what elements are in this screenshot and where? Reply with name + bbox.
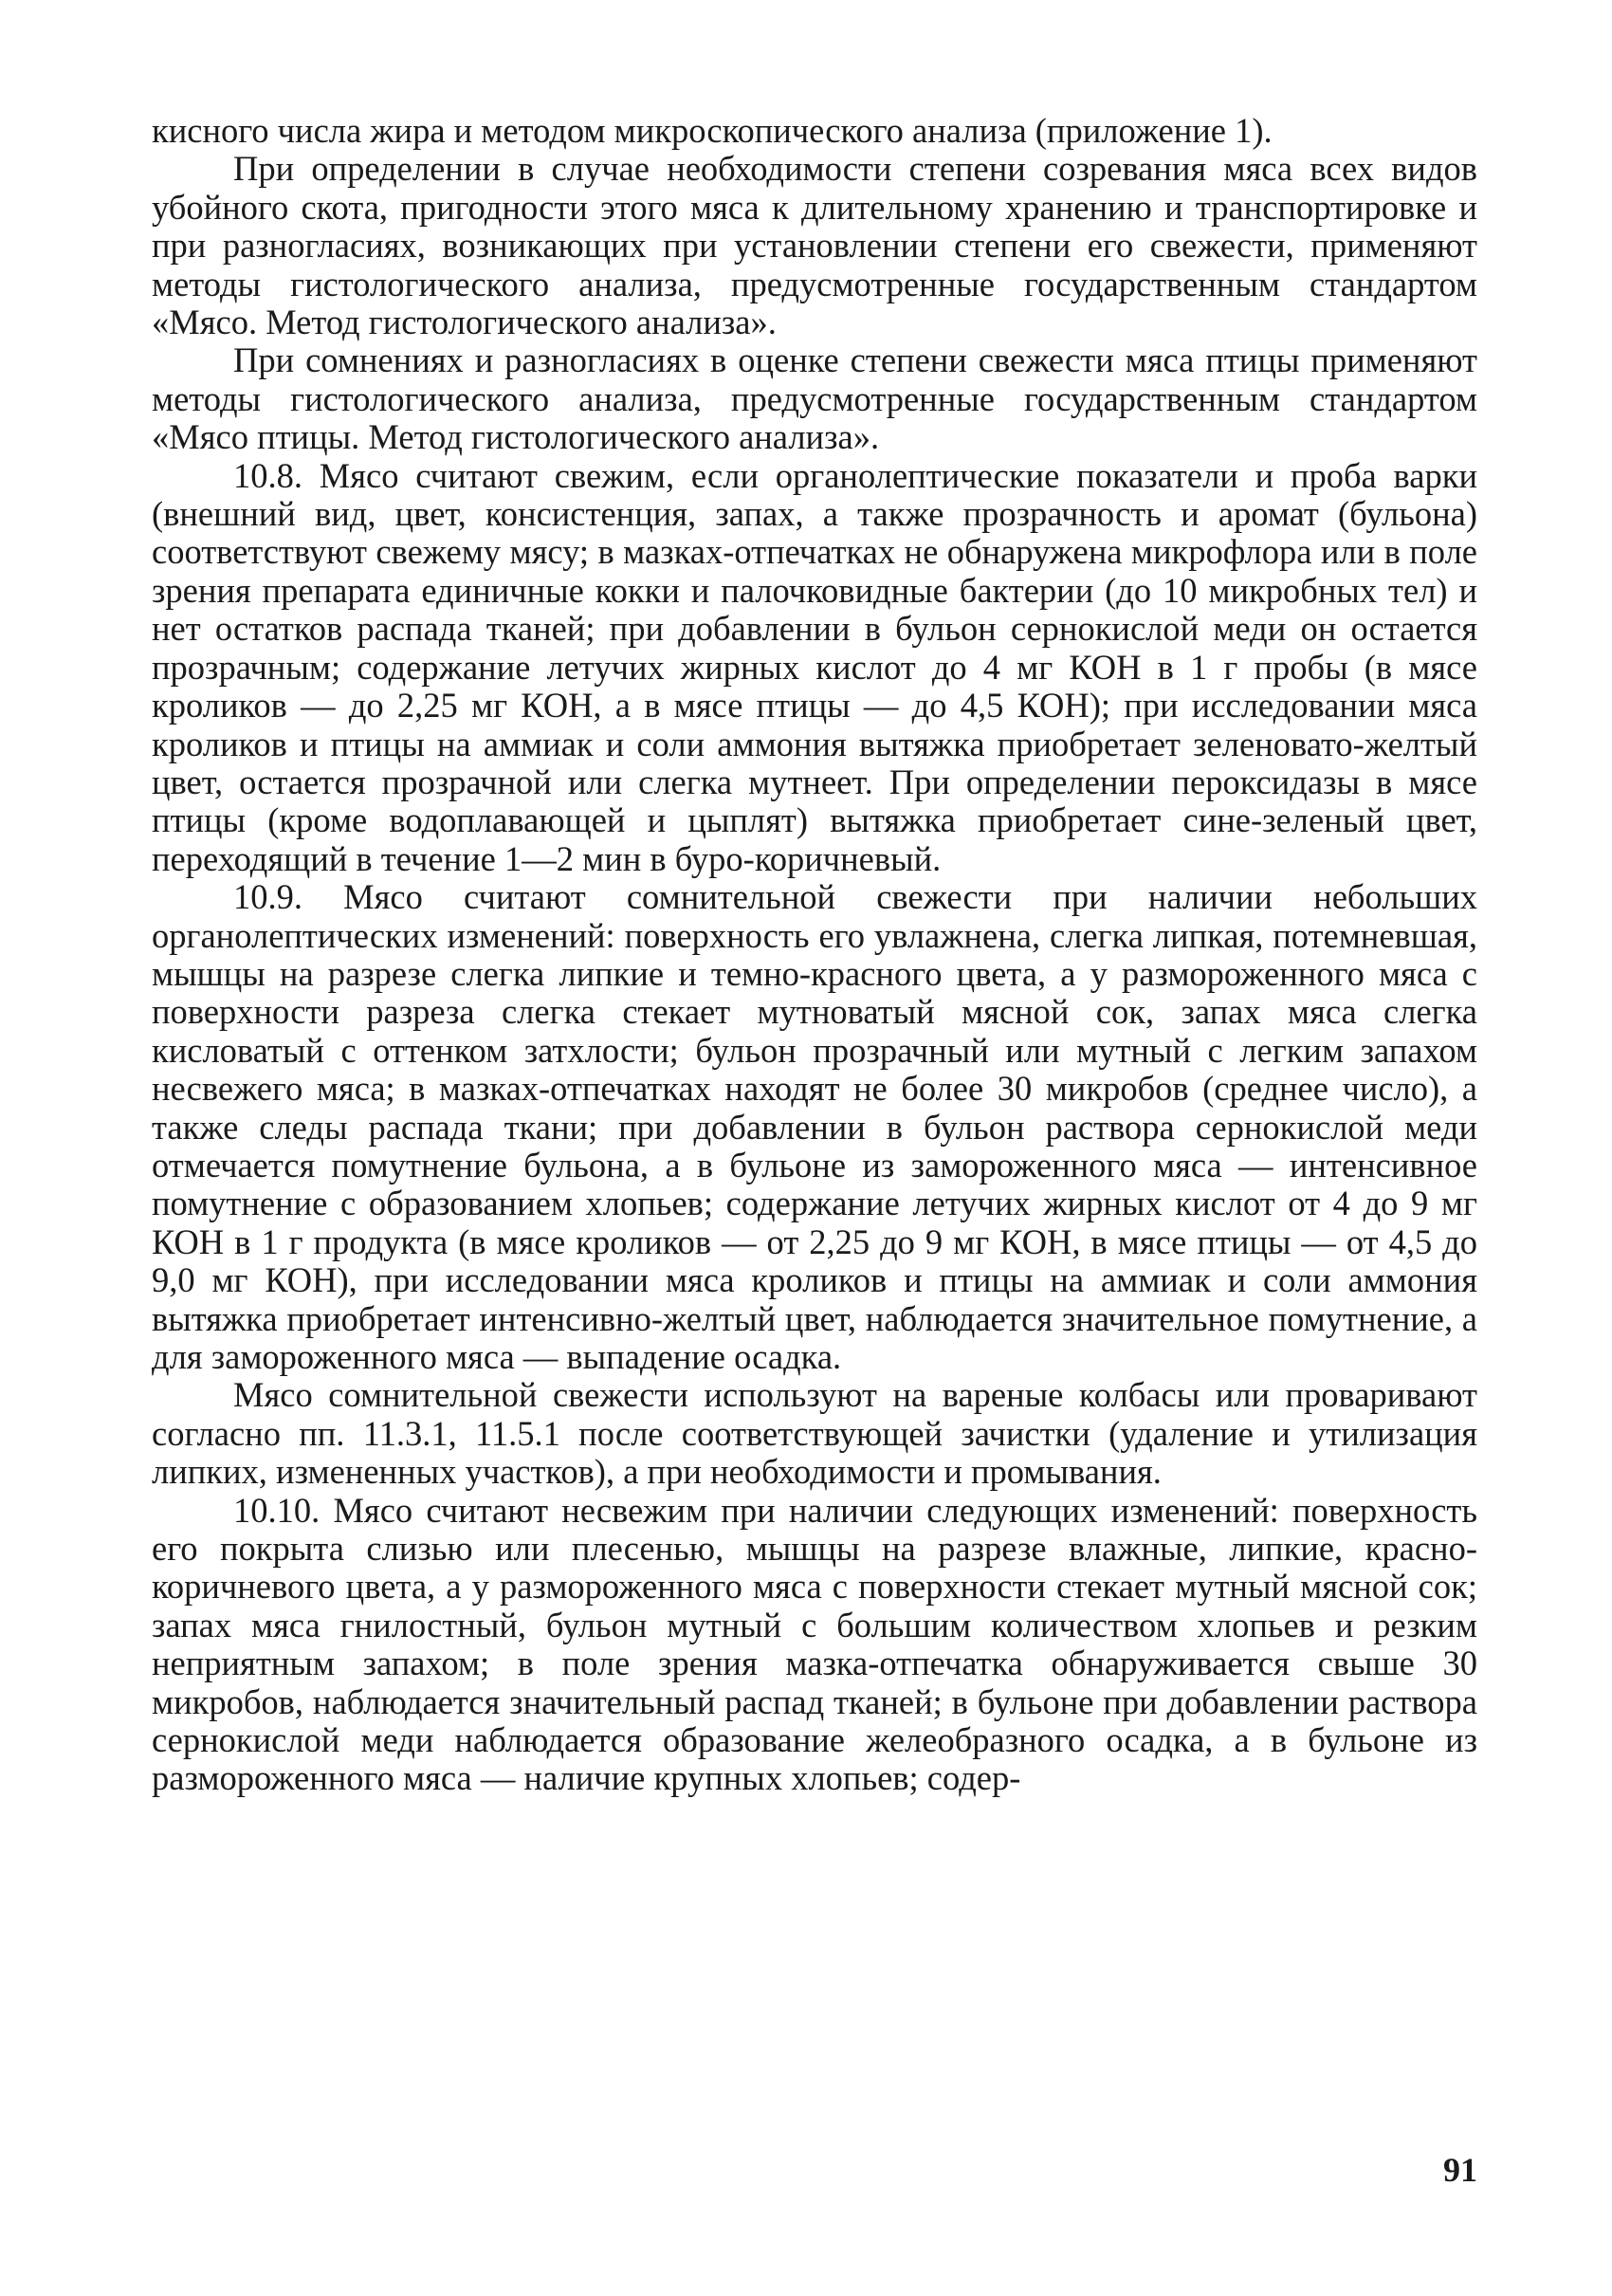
- page-number: 91: [1443, 2151, 1477, 2189]
- document-body: [152, 112, 1477, 1798]
- paragraph-doubtful-usage: Мясо сомнительной свежести используют на вареные колбасы или проваривают согласно пп. 11.3.1, 11.5.1 после соответствующей зачистки (удаление и утилизация липких, измененных участков), а при необходимости и промывания.: [152, 1375, 1477, 1492]
- paragraph-histology-poultry: При сомнениях и разногласиях в оценке степени свежести мяса птицы применяют методы гистологического анализа, предусмотренные государственным стандартом «Мясо птицы. Метод гистологического анализа».: [152, 340, 1477, 457]
- paragraph-10-8-fresh: 10.8. Мясо считают свежим, если органолептические показатели и проба варки (внешний вид, цвет, консистенция, запах, а также прозрачность и аромат (бульона) соответствуют свежему мясу; в мазках-отпечатках не обнаружена микрофлора или в поле зрения препарата единичные кокки и палочковидные бактерии (до 10 микробных тел) и нет остатков распада тканей; при добавлении в бульон сернокислой меди он остается прозрачным; содержание летучих жирных кислот до 4 мг КОН в 1 г пробы (в мясе кроликов — до 2,25 мг КОН, а в мясе птицы — до 4,5 КОН); при исследовании мяса кроликов и птицы на аммиак и соли аммония вытяжка приобретает зеленовато-желтый цвет, остается прозрачной или слегка мутнеет. При определении пероксидазы в мясе птицы (кроме водоплавающей и цыплят) вытяжка приобретает сине-зеленый цвет, переходящий в течение 1—2 мин в буро-коричневый.: [152, 455, 1477, 878]
- paragraph-10-9-doubtful: 10.9. Мясо считают сомнительной свежести при наличии небольших органолептических изменений: поверхность его увлажнена, слегка липкая, потемневшая, мышцы на разрезе слегка липкие и темно-красного цвета, а у размороженного мяса с поверхности разреза слегка стекает мутноватый мясной сок, запах мяса слегка кисловатый с оттенком затхлости; бульон прозрачный или мутный с легким запахом несвежего мяса; в мазках-отпечатках находят не более 30 микробов (среднее число), а также следы распада ткани; при добавлении в бульон раствора сернокислой меди отмечается помутнение бульона, а в бульоне из замороженного мяса — интенсивное помутнение с образованием хлопьев; содержание летучих жирных кислот от 4 до 9 мг КОН в 1 г продукта (в мясе кроликов — от 2,25 до 9 мг КОН, в мясе птицы — от 4,5 до 9,0 мг КОН), при исследовании мяса кроликов и птицы на аммиак и соли аммония вытяжка приобретает интенсивно-желтый цвет, наблюдается значительное помутнение, а для замороженного мяса — выпадение осадка.: [152, 877, 1477, 1376]
- paragraph-10-10-stale: 10.10. Мясо считают несвежим при наличии следующих изменений: поверхность его покрыта слизью или плесенью, мышцы на разрезе влажные, липкие, красно-коричневого цвета, а у размороженного мяса с поверхности стекает мутный мясной сок; запах мяса гнилостный, бульон мутный с большим количеством хлопьев и резким неприятным запахом; в поле зрения мазка-отпечатка обнаруживается свыше 30 микробов, наблюдается значительный распад тканей; в бульоне при добавлении раствора сернокислой меди наблюдается образование желеобразного осадка, а в бульоне из размороженного мяса — наличие крупных хлопьев; содер-: [152, 1490, 1477, 1798]
- paragraph-continuation: кисного числа жира и методом микроскопического анализа (приложение 1).: [152, 111, 1273, 150]
- paragraph-histology-meat: При определении в случае необходимости степени созревания мяса всех видов убойного скота, пригодности этого мяса к длительному хранению и транспортировке и при разногласиях, возникающих при установлении степени его свежести, применяют методы гистологического анализа, предусмотренные государственным стандартом «Мясо. Метод гистологического анализа».: [152, 149, 1477, 342]
